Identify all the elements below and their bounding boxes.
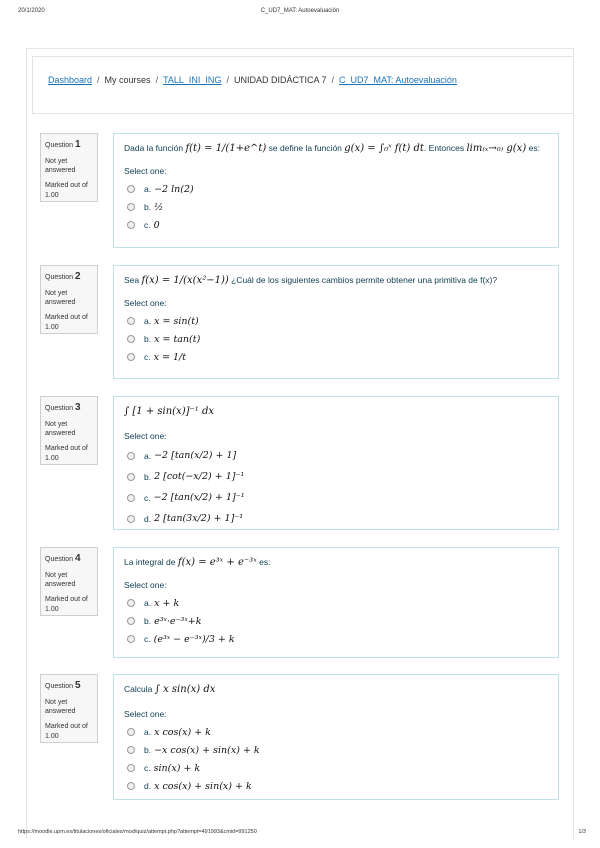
answer-option[interactable] bbox=[124, 487, 548, 508]
answer-options bbox=[124, 180, 548, 234]
question-state: Not yet answered bbox=[45, 571, 76, 588]
answer-option[interactable] bbox=[124, 630, 548, 648]
answer-option[interactable] bbox=[124, 198, 548, 216]
question-info bbox=[40, 396, 98, 465]
option-letter: c. bbox=[144, 763, 151, 773]
option-value: (e³ˣ − e⁻³ˣ)/3 + k bbox=[153, 633, 235, 645]
radio-button[interactable] bbox=[127, 317, 135, 325]
question-text-part: se define la función bbox=[266, 143, 345, 153]
math-expression: f(t) = 1/(1+e^t) bbox=[185, 143, 267, 154]
question-number bbox=[45, 401, 97, 415]
question-text-part: Sea bbox=[124, 275, 142, 285]
answer-options bbox=[124, 594, 548, 648]
option-letter: b. bbox=[144, 471, 152, 482]
option-value: −x cos(x) + sin(x) + k bbox=[154, 744, 260, 756]
radio-button[interactable] bbox=[127, 185, 135, 193]
option-value: −2 [tan(x/2) + 1]⁻¹ bbox=[153, 492, 245, 503]
question-info bbox=[40, 265, 98, 334]
question-mark: Marked out of 1.00 bbox=[45, 596, 88, 613]
option-letter: a. bbox=[144, 727, 152, 737]
option-value: x cos(x) + k bbox=[154, 726, 211, 738]
answer-option[interactable] bbox=[124, 612, 548, 630]
question-mark: Marked out of 1.00 bbox=[45, 723, 88, 740]
answer-option[interactable] bbox=[124, 741, 548, 759]
question-number-value: 2 bbox=[74, 271, 81, 282]
radio-button[interactable] bbox=[127, 746, 135, 754]
question-label: Question bbox=[45, 274, 74, 281]
breadcrumb-dashboard-link[interactable]: Dashboard bbox=[48, 75, 93, 85]
question-text-part: Dada la función bbox=[124, 143, 186, 153]
breadcrumb-separator: / bbox=[97, 75, 100, 85]
select-one-label: Select one: bbox=[124, 166, 167, 176]
question-number bbox=[45, 552, 97, 566]
question-state: Not yet answered bbox=[45, 289, 76, 306]
page-number: 1/3 bbox=[578, 829, 586, 835]
question-text bbox=[124, 142, 548, 156]
question-number bbox=[45, 138, 97, 152]
answer-option[interactable] bbox=[124, 216, 548, 234]
question-info bbox=[40, 133, 98, 202]
radio-button[interactable] bbox=[127, 473, 135, 481]
option-value: 2 [tan(3x/2) + 1]⁻¹ bbox=[154, 513, 244, 524]
radio-button[interactable] bbox=[127, 599, 135, 607]
question-label: Question bbox=[45, 556, 74, 563]
question-content bbox=[113, 396, 559, 530]
option-letter: d. bbox=[144, 513, 152, 524]
math-expression: f(x) = e³ˣ + e⁻³ˣ bbox=[177, 557, 257, 568]
answer-option[interactable] bbox=[124, 759, 548, 777]
math-expression: lim₍ₓ→₀₎ g(x) bbox=[466, 143, 527, 154]
question-number bbox=[45, 679, 97, 693]
option-value: 0 bbox=[153, 219, 160, 231]
select-one-label: Select one: bbox=[124, 431, 167, 441]
question-mark: Marked out of 1.00 bbox=[45, 314, 88, 331]
radio-button[interactable] bbox=[127, 221, 135, 229]
select-one-label: Select one: bbox=[124, 298, 167, 308]
answer-option[interactable] bbox=[124, 330, 548, 348]
radio-button[interactable] bbox=[127, 782, 135, 790]
question-label: Question bbox=[45, 405, 74, 412]
radio-button[interactable] bbox=[127, 335, 135, 343]
option-value: x + k bbox=[154, 597, 180, 609]
question-label: Question bbox=[45, 683, 74, 690]
breadcrumb-container bbox=[32, 56, 574, 114]
breadcrumb-separator: / bbox=[331, 75, 334, 85]
math-expression: ∫ x sin(x) dx bbox=[154, 684, 216, 695]
question-mark: Marked out of 1.00 bbox=[45, 445, 88, 462]
answer-options bbox=[124, 445, 548, 529]
question-text-part: Calcula bbox=[124, 684, 155, 694]
answer-options bbox=[124, 723, 548, 795]
radio-button[interactable] bbox=[127, 728, 135, 736]
question-text-part: es: bbox=[256, 557, 271, 567]
question-text-part: . Entonces bbox=[423, 143, 467, 153]
question-number-value: 3 bbox=[74, 402, 81, 413]
answer-option[interactable] bbox=[124, 312, 548, 330]
question-text-part: es: bbox=[526, 143, 540, 153]
question-text bbox=[124, 683, 548, 697]
option-letter: c. bbox=[144, 352, 151, 362]
radio-button[interactable] bbox=[127, 617, 135, 625]
option-value: sin(x) + k bbox=[153, 762, 201, 774]
option-letter: a. bbox=[144, 450, 152, 461]
option-value: x = sin(t) bbox=[154, 315, 199, 327]
answer-option[interactable] bbox=[124, 466, 548, 487]
answer-option[interactable] bbox=[124, 508, 548, 529]
option-value: x = 1/t bbox=[153, 351, 187, 363]
question-info bbox=[40, 674, 98, 743]
option-value: x = tan(t) bbox=[154, 333, 201, 345]
breadcrumb-quiz-link[interactable]: C_UD7_MAT: Autoevaluación bbox=[338, 75, 457, 85]
answer-option[interactable] bbox=[124, 445, 548, 466]
question-label: Question bbox=[45, 142, 74, 149]
option-letter: b. bbox=[144, 616, 152, 626]
breadcrumb-course-link[interactable]: TALL_INI_ING bbox=[163, 75, 222, 85]
radio-button[interactable] bbox=[127, 203, 135, 211]
print-url: https://moodle.upm.es/titulaciones/oficiales/mod/quiz/attempt.php?attempt=491993&cmid=991250 bbox=[18, 829, 257, 835]
question-text bbox=[124, 405, 548, 419]
question-content bbox=[113, 547, 559, 658]
option-value: x cos(x) + sin(x) + k bbox=[154, 780, 252, 792]
option-letter: b. bbox=[144, 202, 152, 212]
option-value: −2 [tan(x/2) + 1] bbox=[154, 450, 237, 461]
question-text-part: ¿Cuál de los siguientes cambios permite obtener una primitiva de f(x)? bbox=[228, 275, 498, 285]
question-content bbox=[113, 265, 559, 379]
select-one-label: Select one: bbox=[124, 580, 167, 590]
answer-option[interactable] bbox=[124, 348, 548, 366]
question-content bbox=[113, 674, 559, 800]
option-letter: a. bbox=[144, 316, 152, 326]
question-number bbox=[45, 270, 97, 284]
question-state: Not yet answered bbox=[45, 420, 76, 437]
question-content bbox=[113, 133, 559, 248]
breadcrumb-my-courses: My courses bbox=[104, 75, 151, 85]
radio-button[interactable] bbox=[127, 635, 135, 643]
option-letter: c. bbox=[144, 220, 151, 230]
question-text-part: La integral de bbox=[124, 557, 178, 567]
question-text bbox=[124, 274, 548, 288]
question-number-value: 4 bbox=[74, 553, 81, 564]
breadcrumb-separator: / bbox=[155, 75, 159, 85]
option-letter: c. bbox=[144, 492, 151, 503]
option-letter: a. bbox=[144, 184, 152, 194]
option-value: ½ bbox=[154, 201, 164, 213]
question-number-value: 5 bbox=[74, 680, 81, 691]
breadcrumb-unit: UNIDAD DIDÁCTICA 7 bbox=[233, 75, 327, 85]
print-title: C_UD7_MAT: Autoevaluación bbox=[260, 8, 340, 14]
math-expression: f(x) = 1/(x(x²−1)) bbox=[141, 275, 229, 286]
radio-button[interactable] bbox=[127, 353, 135, 361]
print-date: 20/1/2020 bbox=[18, 8, 45, 14]
option-value: e³ˣ·e⁻³ˣ+k bbox=[154, 615, 202, 627]
answer-option[interactable] bbox=[124, 723, 548, 741]
option-letter: b. bbox=[144, 334, 152, 344]
answer-option[interactable] bbox=[124, 180, 548, 198]
option-letter: c. bbox=[144, 634, 151, 644]
math-expression: ∫ [1 + sin(x)]⁻¹ dx bbox=[124, 406, 215, 417]
breadcrumb bbox=[48, 75, 457, 85]
radio-button[interactable] bbox=[127, 764, 135, 772]
answer-option[interactable] bbox=[124, 777, 548, 795]
option-value: 2 [cot(−x/2) + 1]⁻¹ bbox=[154, 471, 245, 482]
radio-button[interactable] bbox=[127, 494, 135, 502]
question-state: Not yet answered bbox=[45, 698, 76, 715]
option-letter: a. bbox=[144, 598, 152, 608]
radio-button[interactable] bbox=[127, 515, 135, 523]
question-text bbox=[124, 556, 548, 570]
option-letter: d. bbox=[144, 781, 152, 791]
question-mark: Marked out of 1.00 bbox=[45, 182, 88, 199]
radio-button[interactable] bbox=[127, 452, 135, 460]
select-one-label: Select one: bbox=[124, 709, 167, 719]
breadcrumb-separator: / bbox=[226, 75, 229, 85]
answer-options bbox=[124, 312, 548, 366]
option-value: −2 ln(2) bbox=[154, 183, 194, 195]
question-info bbox=[40, 547, 98, 616]
question-state: Not yet answered bbox=[45, 157, 76, 174]
math-expression: g(x) = ∫₀ˣ f(t) dt bbox=[344, 143, 424, 154]
question-number-value: 1 bbox=[74, 139, 81, 150]
option-letter: b. bbox=[144, 745, 152, 755]
answer-option[interactable] bbox=[124, 594, 548, 612]
